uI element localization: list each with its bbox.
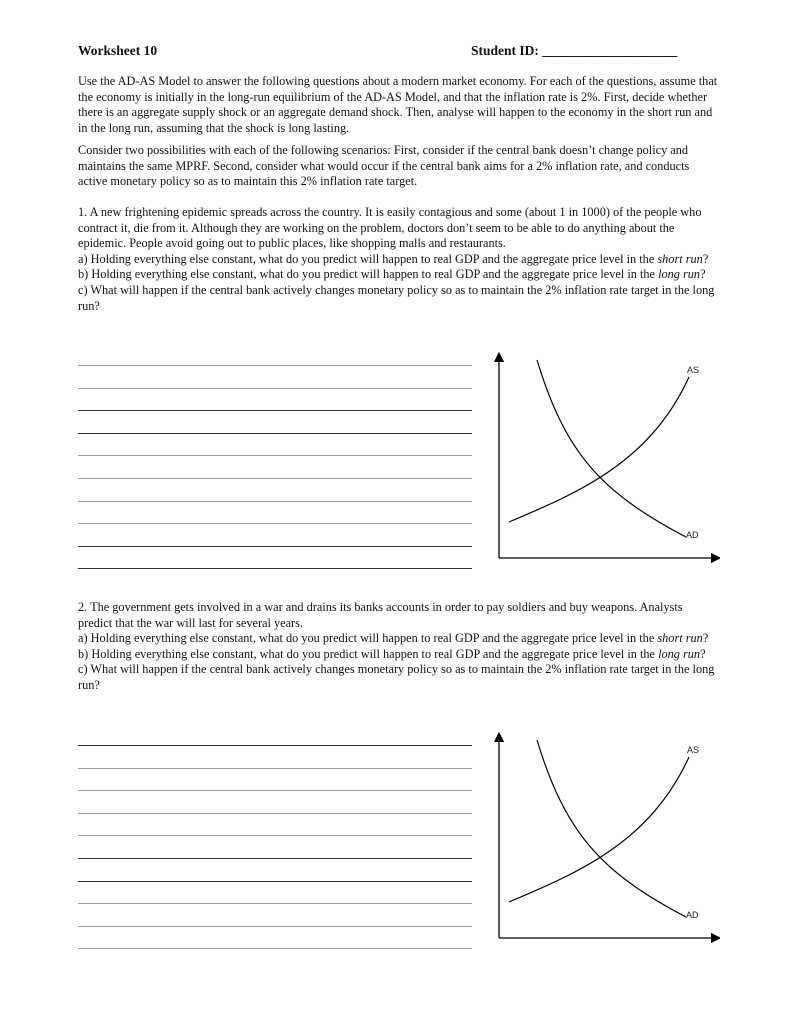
answer-lines-2[interactable] (78, 745, 472, 955)
q2a-italic: short run (657, 631, 703, 646)
answer-line[interactable] (78, 835, 472, 836)
answer-line[interactable] (78, 745, 472, 746)
answer-line[interactable] (78, 455, 472, 456)
answer-line[interactable] (78, 433, 472, 434)
ad-curve (537, 360, 686, 537)
question-2-stem: 2. The government gets involved in a war and drains its banks accounts in order to pay soldiers and buy weapons. Analysts predict that the war will last for several years. (78, 600, 683, 630)
question-1-part-a (78, 252, 718, 268)
q1b-italic: long run (658, 267, 701, 282)
ad-curve (537, 740, 686, 917)
answer-line[interactable] (78, 388, 472, 389)
answer-line[interactable] (78, 546, 472, 547)
answer-line[interactable] (78, 568, 472, 569)
answer-line[interactable] (78, 478, 472, 479)
answer-line[interactable] (78, 768, 472, 769)
ad-as-graph-1 (490, 352, 720, 567)
q1a-end: ? (702, 251, 709, 266)
intro-paragraph-2 (78, 143, 718, 190)
intro-text-1: Use the AD-AS Model to answer the following questions about a modern market economy. For each of the questions, assume that the economy is initially in the long-run equilibrium of the AD-AS Model, and that the inflation rate is 2%. First, decide whether there is an aggregate supply shock or an aggregate demand shock. Then, analyse will happen to the economy in the short run and in the long run, assuming that the shock is long lasting. (78, 74, 718, 135)
intro-paragraph-1 (78, 74, 718, 136)
question-2-part-b (78, 647, 718, 663)
as-curve (509, 757, 689, 902)
q1a-text: a) Holding everything else constant, what do you predict will happen to real GDP and the aggregate price level in the (78, 251, 658, 266)
student-id-field[interactable]: Student ID: ____________________ (471, 43, 678, 58)
answer-line[interactable] (78, 858, 472, 859)
as-label: AS (687, 745, 700, 755)
as-curve (509, 377, 689, 522)
question-1 (78, 205, 718, 314)
answer-line[interactable] (78, 903, 472, 904)
q2b-end: ? (700, 646, 706, 661)
answer-line[interactable] (78, 813, 472, 814)
answer-line[interactable] (78, 948, 472, 949)
ad-as-graph-2 (490, 732, 720, 947)
ad-label: AD (686, 530, 699, 540)
worksheet-title: Worksheet 10 (78, 43, 158, 58)
q2a-text: a) Holding everything else constant, what do you predict will happen to real GDP and the aggregate price level in the (78, 631, 658, 646)
q1b-end: ? (700, 267, 706, 282)
question-1-stem: 1. A new frightening epidemic spreads across the country. It is easily contagious and some (about 1 in 1000) of the people who contract it, die from it. Although they are working on the problem, doctors don’t seem to be able to do anything about the epidemic. People avoid going out to public places, like shopping malls and restaurants. (78, 205, 702, 251)
answer-line[interactable] (78, 410, 472, 411)
answer-line[interactable] (78, 501, 472, 502)
q1b-text: b) Holding everything else constant, what do you predict will happen to real GDP and the aggregate price level in the (78, 267, 659, 282)
question-2-part-c: c) What will happen if the central bank actively changes monetary policy so as to maintain the 2% inflation rate target in the long run? (78, 662, 715, 692)
question-1-part-b (78, 267, 718, 283)
answer-line[interactable] (78, 926, 472, 927)
intro-text-2: Consider two possibilities with each of the following scenarios: First, consider if the central bank doesn’t change policy and maintains the same MPRF. Second, consider what would occur if the central bank aims for a 2% inflation rate, and conducts active monetary policy so as to maintain this 2% inflation rate target. (78, 143, 690, 189)
q2a-end: ? (702, 631, 709, 646)
answer-lines-1[interactable] (78, 365, 472, 575)
question-2-part-a (78, 631, 718, 647)
q2b-text: b) Holding everything else constant, what do you predict will happen to real GDP and the aggregate price level in the (78, 646, 659, 661)
question-2 (78, 600, 718, 694)
ad-label: AD (686, 910, 699, 920)
question-1-part-c: c) What will happen if the central bank actively changes monetary policy so as to maintain the 2% inflation rate target in the long run? (78, 282, 715, 313)
q1a-italic: short run (657, 251, 703, 266)
answer-line[interactable] (78, 523, 472, 524)
q2b-italic: long run (658, 646, 701, 661)
as-label: AS (687, 365, 700, 375)
answer-line[interactable] (78, 881, 472, 882)
answer-line[interactable] (78, 365, 472, 366)
answer-line[interactable] (78, 790, 472, 791)
